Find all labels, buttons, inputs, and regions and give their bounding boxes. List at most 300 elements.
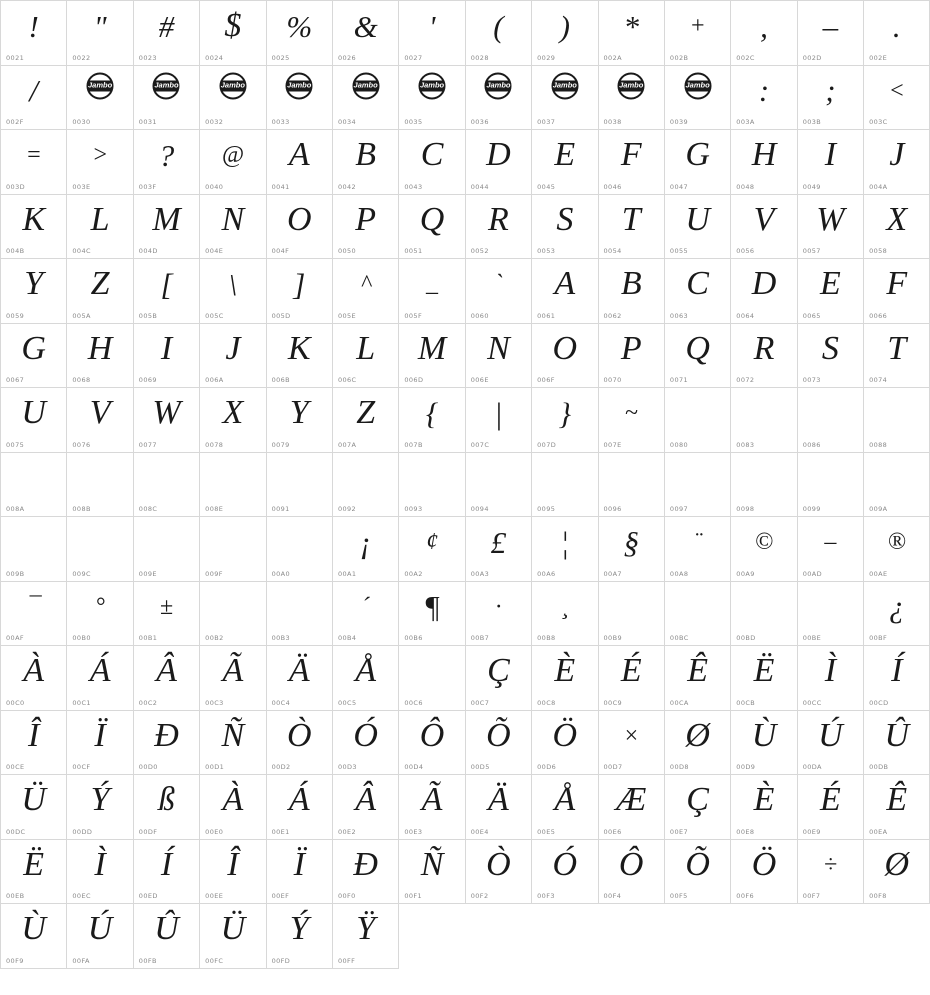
glyph-cell[interactable] bbox=[599, 388, 665, 453]
glyph-cell[interactable] bbox=[466, 259, 532, 324]
glyph-character: $ bbox=[224, 7, 242, 44]
glyph-codepoint: 0034 bbox=[337, 118, 357, 126]
glyph-cell[interactable] bbox=[864, 775, 930, 840]
glyph-character: C bbox=[420, 136, 444, 173]
glyph-cell[interactable] bbox=[731, 130, 797, 195]
glyph-cell[interactable] bbox=[200, 711, 266, 776]
glyph-character: Ã bbox=[222, 652, 244, 689]
glyph-cell[interactable] bbox=[399, 388, 465, 453]
glyph-cell[interactable] bbox=[200, 388, 266, 453]
glyph-cell[interactable] bbox=[1, 259, 67, 324]
glyph-cell[interactable] bbox=[1, 775, 67, 840]
glyph-cell[interactable] bbox=[466, 195, 532, 260]
glyph-character: I bbox=[160, 329, 173, 367]
glyph-codepoint: 0076 bbox=[72, 440, 91, 449]
glyph-cell[interactable] bbox=[665, 775, 731, 840]
glyph-codepoint: 003C bbox=[869, 118, 888, 126]
glyph-cell[interactable] bbox=[731, 1, 797, 66]
glyph-cell[interactable] bbox=[599, 324, 665, 389]
glyph-cell[interactable] bbox=[333, 324, 399, 389]
glyph-cell[interactable] bbox=[399, 453, 465, 518]
glyph-cell[interactable] bbox=[267, 646, 333, 711]
glyph-character: A bbox=[554, 265, 576, 302]
glyph-cell[interactable] bbox=[67, 453, 133, 518]
glyph-cell[interactable] bbox=[67, 840, 133, 905]
glyph-character: Û bbox=[884, 716, 910, 754]
glyph-character: + bbox=[689, 13, 706, 39]
glyph-cell[interactable] bbox=[200, 195, 266, 260]
jambo-logo-label: Jambo bbox=[220, 80, 245, 90]
glyph-codepoint: 00D5 bbox=[470, 763, 490, 771]
glyph-cell[interactable] bbox=[532, 388, 598, 453]
glyph-cell[interactable] bbox=[1, 324, 67, 389]
glyph-cell[interactable] bbox=[267, 517, 333, 582]
glyph-character: ¨ bbox=[693, 529, 702, 555]
glyph-cell[interactable] bbox=[267, 195, 333, 260]
glyph-cell[interactable] bbox=[532, 517, 598, 582]
glyph-cell[interactable] bbox=[67, 646, 133, 711]
glyph-cell[interactable] bbox=[134, 130, 200, 195]
glyph-cell[interactable] bbox=[532, 195, 598, 260]
glyph-character: Y bbox=[24, 265, 44, 302]
jambo-logo-plate bbox=[155, 80, 178, 91]
glyph-codepoint: 00C4 bbox=[271, 698, 291, 707]
glyph-cell[interactable] bbox=[665, 130, 731, 195]
glyph-cell[interactable] bbox=[532, 1, 598, 66]
glyph-cell[interactable] bbox=[134, 646, 200, 711]
glyph-codepoint: 00E0 bbox=[205, 827, 224, 836]
glyph-cell[interactable] bbox=[200, 259, 266, 324]
glyph-codepoint: 0092 bbox=[337, 505, 357, 513]
glyph-cell[interactable] bbox=[665, 66, 731, 131]
glyph-cell[interactable] bbox=[864, 388, 930, 453]
glyph-cell[interactable] bbox=[333, 582, 399, 647]
glyph-cell[interactable] bbox=[599, 453, 665, 518]
glyph-cell[interactable] bbox=[665, 388, 731, 453]
glyph-cell[interactable] bbox=[864, 324, 930, 389]
glyph-cell[interactable] bbox=[1, 904, 67, 969]
glyph-codepoint: 00FB bbox=[138, 956, 157, 965]
glyph-codepoint: 0031 bbox=[138, 118, 157, 126]
glyph-cell[interactable] bbox=[665, 259, 731, 324]
glyph-cell[interactable] bbox=[731, 195, 797, 260]
glyph-cell[interactable] bbox=[399, 582, 465, 647]
glyph-cell[interactable] bbox=[200, 1, 266, 66]
glyph-character: . bbox=[892, 8, 901, 44]
glyph-cell[interactable] bbox=[532, 711, 598, 776]
glyph-cell[interactable] bbox=[532, 646, 598, 711]
glyph-cell[interactable] bbox=[267, 388, 333, 453]
glyph-cell[interactable] bbox=[1, 646, 67, 711]
glyph-character: ® bbox=[887, 529, 906, 555]
glyph-character: Ç bbox=[487, 652, 510, 689]
glyph-cell[interactable] bbox=[798, 453, 864, 518]
glyph-cell[interactable] bbox=[134, 388, 200, 453]
glyph-codepoint: 003A bbox=[736, 118, 755, 126]
glyph-cell[interactable] bbox=[134, 582, 200, 647]
glyph-cell[interactable] bbox=[200, 904, 266, 969]
glyph-cell[interactable] bbox=[267, 904, 333, 969]
jambo-logo-label: Jambo bbox=[486, 80, 511, 90]
glyph-codepoint: 00A2 bbox=[404, 569, 423, 578]
glyph-codepoint: 0040 bbox=[205, 182, 224, 191]
glyph-cell[interactable] bbox=[798, 130, 864, 195]
glyph-codepoint: 0058 bbox=[869, 247, 888, 255]
glyph-cell[interactable] bbox=[731, 775, 797, 840]
glyph-codepoint: 002A bbox=[603, 53, 622, 62]
glyph-cell[interactable] bbox=[267, 324, 333, 389]
glyph-character: , bbox=[760, 8, 768, 44]
glyph-cell[interactable] bbox=[798, 1, 864, 66]
glyph-character: ] bbox=[293, 266, 306, 302]
glyph-cell[interactable] bbox=[532, 130, 598, 195]
glyph-cell[interactable] bbox=[333, 453, 399, 518]
glyph-cell[interactable] bbox=[532, 66, 598, 131]
glyph-character: A bbox=[288, 136, 310, 173]
glyph-cell[interactable] bbox=[267, 775, 333, 840]
glyph-character: Ð bbox=[353, 845, 378, 883]
glyph-cell[interactable] bbox=[665, 195, 731, 260]
glyph-cell[interactable] bbox=[864, 646, 930, 711]
glyph-cell[interactable] bbox=[333, 388, 399, 453]
glyph-cell[interactable] bbox=[200, 646, 266, 711]
glyph-cell[interactable] bbox=[864, 517, 930, 582]
glyph-cell[interactable] bbox=[798, 195, 864, 260]
glyph-cell[interactable] bbox=[267, 259, 333, 324]
glyph-character: | bbox=[494, 395, 503, 431]
glyph-cell[interactable] bbox=[200, 324, 266, 389]
glyph-cell[interactable] bbox=[134, 324, 200, 389]
glyph-cell[interactable] bbox=[665, 517, 731, 582]
glyph-cell[interactable] bbox=[731, 259, 797, 324]
glyph-cell[interactable] bbox=[67, 324, 133, 389]
glyph-cell[interactable] bbox=[599, 1, 665, 66]
glyph-cell[interactable] bbox=[665, 453, 731, 518]
glyph-cell[interactable] bbox=[134, 840, 200, 905]
glyph-cell[interactable] bbox=[798, 517, 864, 582]
glyph-cell[interactable] bbox=[333, 840, 399, 905]
glyph-character: M bbox=[152, 200, 181, 238]
glyph-cell[interactable] bbox=[67, 775, 133, 840]
glyph-cell[interactable] bbox=[267, 1, 333, 66]
glyph-cell[interactable] bbox=[731, 646, 797, 711]
glyph-cell[interactable] bbox=[466, 453, 532, 518]
glyph-codepoint: 003F bbox=[138, 182, 157, 191]
glyph-cell[interactable] bbox=[67, 904, 133, 969]
glyph-codepoint: 00CE bbox=[6, 763, 25, 771]
glyph-codepoint: 0067 bbox=[6, 376, 25, 384]
glyph-cell[interactable] bbox=[67, 582, 133, 647]
glyph-cell[interactable] bbox=[200, 66, 266, 131]
glyph-cell[interactable] bbox=[333, 775, 399, 840]
glyph-cell[interactable] bbox=[864, 840, 930, 905]
glyph-character: ' bbox=[428, 8, 436, 44]
glyph-cell[interactable] bbox=[532, 259, 598, 324]
glyph-codepoint: 0073 bbox=[802, 376, 821, 384]
glyph-cell[interactable] bbox=[67, 1, 133, 66]
glyph-cell[interactable] bbox=[599, 646, 665, 711]
glyph-codepoint: 00F2 bbox=[470, 892, 489, 900]
glyph-cell[interactable] bbox=[798, 66, 864, 131]
glyph-cell[interactable] bbox=[798, 646, 864, 711]
glyph-cell[interactable] bbox=[67, 130, 133, 195]
glyph-codepoint: 0098 bbox=[736, 505, 755, 513]
glyph-cell[interactable] bbox=[333, 904, 399, 969]
glyph-cell[interactable] bbox=[399, 1, 465, 66]
glyph-cell[interactable] bbox=[267, 453, 333, 518]
glyph-cell[interactable] bbox=[333, 646, 399, 711]
glyph-cell[interactable] bbox=[399, 775, 465, 840]
glyph-cell[interactable] bbox=[399, 711, 465, 776]
glyph-cell[interactable] bbox=[399, 259, 465, 324]
jambo-logo-icon bbox=[684, 72, 711, 99]
glyph-cell[interactable] bbox=[864, 66, 930, 131]
glyph-character: Ô bbox=[618, 845, 644, 883]
glyph-cell[interactable] bbox=[864, 259, 930, 324]
glyph-cell[interactable] bbox=[134, 259, 200, 324]
glyph-cell[interactable] bbox=[134, 711, 200, 776]
glyph-codepoint: 00CD bbox=[869, 698, 889, 707]
glyph-cell[interactable] bbox=[665, 1, 731, 66]
glyph-cell[interactable] bbox=[665, 582, 731, 647]
glyph-cell[interactable] bbox=[599, 517, 665, 582]
glyph-cell[interactable] bbox=[134, 1, 200, 66]
glyph-character: – bbox=[824, 529, 837, 555]
glyph-character: Ñ bbox=[420, 845, 444, 883]
glyph-cell[interactable] bbox=[731, 711, 797, 776]
glyph-cell[interactable] bbox=[200, 453, 266, 518]
glyph-codepoint: 00CA bbox=[669, 698, 689, 707]
glyph-codepoint: 006B bbox=[271, 376, 291, 384]
glyph-character: ¦ bbox=[560, 524, 570, 560]
glyph-cell[interactable] bbox=[333, 1, 399, 66]
glyph-codepoint: 00A6 bbox=[537, 569, 556, 578]
glyph-codepoint: 0099 bbox=[802, 505, 821, 513]
glyph-cell[interactable] bbox=[731, 582, 797, 647]
glyph-cell[interactable] bbox=[67, 259, 133, 324]
glyph-cell[interactable] bbox=[399, 840, 465, 905]
glyph-cell[interactable] bbox=[798, 324, 864, 389]
jambo-logo-plate bbox=[553, 80, 576, 91]
glyph-cell[interactable] bbox=[798, 711, 864, 776]
glyph-cell[interactable] bbox=[67, 195, 133, 260]
glyph-cell[interactable] bbox=[798, 775, 864, 840]
glyph-character: M bbox=[417, 329, 447, 367]
glyph-codepoint: 0038 bbox=[603, 118, 622, 126]
glyph-cell[interactable] bbox=[466, 775, 532, 840]
glyph-character: U bbox=[685, 200, 710, 238]
glyph-codepoint: 007E bbox=[603, 440, 622, 449]
glyph-cell[interactable] bbox=[466, 66, 532, 131]
glyph-cell[interactable] bbox=[466, 711, 532, 776]
glyph-cell[interactable] bbox=[134, 904, 200, 969]
glyph-codepoint: 0080 bbox=[669, 440, 689, 449]
glyph-character: & bbox=[353, 8, 378, 44]
glyph-cell[interactable] bbox=[134, 66, 200, 131]
glyph-character: W bbox=[152, 394, 181, 431]
glyph-codepoint: 00B8 bbox=[537, 634, 556, 642]
glyph-cell[interactable] bbox=[731, 388, 797, 453]
glyph-codepoint: 0045 bbox=[537, 182, 556, 191]
glyph-cell[interactable] bbox=[134, 775, 200, 840]
jambo-logo-icon bbox=[419, 72, 446, 99]
jambo-logo-label: Jambo bbox=[619, 80, 644, 90]
glyph-cell[interactable] bbox=[333, 66, 399, 131]
glyph-character: N bbox=[221, 200, 245, 238]
glyph-character: ± bbox=[159, 593, 174, 620]
glyph-cell[interactable] bbox=[333, 130, 399, 195]
glyph-cell[interactable] bbox=[599, 66, 665, 131]
glyph-codepoint: 00D2 bbox=[271, 763, 291, 771]
glyph-cell[interactable] bbox=[333, 711, 399, 776]
glyph-character: É bbox=[620, 652, 642, 689]
glyph-cell[interactable] bbox=[532, 775, 598, 840]
glyph-codepoint: 0096 bbox=[603, 505, 622, 513]
glyph-character: Á bbox=[288, 781, 310, 818]
glyph-cell[interactable] bbox=[466, 646, 532, 711]
glyph-cell[interactable] bbox=[599, 195, 665, 260]
glyph-cell[interactable] bbox=[466, 582, 532, 647]
glyph-codepoint: 00F9 bbox=[6, 956, 24, 965]
glyph-cell[interactable] bbox=[599, 130, 665, 195]
glyph-cell[interactable] bbox=[399, 324, 465, 389]
glyph-cell[interactable] bbox=[333, 517, 399, 582]
glyph-cell[interactable] bbox=[665, 646, 731, 711]
glyph-character: Ì bbox=[824, 652, 837, 689]
glyph-cell[interactable] bbox=[731, 840, 797, 905]
glyph-codepoint: 0032 bbox=[205, 118, 224, 126]
glyph-cell[interactable] bbox=[267, 66, 333, 131]
glyph-character: F bbox=[620, 136, 642, 173]
glyph-cell[interactable] bbox=[134, 453, 200, 518]
glyph-cell[interactable] bbox=[798, 582, 864, 647]
glyph-cell[interactable] bbox=[399, 517, 465, 582]
glyph-cell[interactable] bbox=[67, 388, 133, 453]
glyph-cell[interactable] bbox=[134, 195, 200, 260]
glyph-cell[interactable] bbox=[599, 840, 665, 905]
glyph-codepoint: 00A1 bbox=[337, 569, 357, 578]
glyph-character: ¸ bbox=[560, 593, 569, 620]
glyph-codepoint: 00FF bbox=[337, 956, 356, 965]
glyph-cell[interactable] bbox=[798, 259, 864, 324]
glyph-character: * bbox=[623, 8, 639, 44]
glyph-cell[interactable] bbox=[731, 517, 797, 582]
glyph-codepoint: 0062 bbox=[603, 311, 622, 320]
glyph-cell[interactable] bbox=[466, 840, 532, 905]
glyph-cell[interactable] bbox=[267, 582, 333, 647]
glyph-cell[interactable] bbox=[1, 130, 67, 195]
glyph-codepoint: 004C bbox=[72, 247, 91, 255]
glyph-cell[interactable] bbox=[200, 582, 266, 647]
glyph-cell[interactable] bbox=[532, 840, 598, 905]
glyph-cell[interactable] bbox=[532, 582, 598, 647]
glyph-cell[interactable] bbox=[466, 1, 532, 66]
glyph-cell[interactable] bbox=[599, 259, 665, 324]
glyph-cell[interactable] bbox=[67, 66, 133, 131]
glyph-cell[interactable] bbox=[333, 259, 399, 324]
glyph-cell[interactable] bbox=[532, 453, 598, 518]
glyph-cell[interactable] bbox=[267, 711, 333, 776]
glyph-codepoint: 0044 bbox=[470, 182, 489, 191]
glyph-cell[interactable] bbox=[1, 66, 67, 131]
glyph-cell[interactable] bbox=[864, 1, 930, 66]
glyph-cell[interactable] bbox=[399, 195, 465, 260]
glyph-cell[interactable] bbox=[798, 388, 864, 453]
glyph-cell[interactable] bbox=[731, 66, 797, 131]
glyph-cell[interactable] bbox=[665, 324, 731, 389]
glyph-codepoint: 0054 bbox=[603, 247, 622, 255]
glyph-cell[interactable] bbox=[532, 324, 598, 389]
glyph-cell[interactable] bbox=[466, 388, 532, 453]
glyph-character: T bbox=[887, 329, 907, 367]
glyph-cell[interactable] bbox=[864, 195, 930, 260]
glyph-cell[interactable] bbox=[731, 324, 797, 389]
glyph-cell[interactable] bbox=[665, 711, 731, 776]
glyph-cell[interactable] bbox=[67, 517, 133, 582]
glyph-cell[interactable] bbox=[864, 130, 930, 195]
glyph-cell[interactable] bbox=[731, 453, 797, 518]
glyph-cell[interactable] bbox=[200, 840, 266, 905]
glyph-codepoint: 0057 bbox=[802, 247, 821, 255]
glyph-cell[interactable] bbox=[200, 775, 266, 840]
glyph-cell[interactable] bbox=[1, 453, 67, 518]
glyph-codepoint: 00B6 bbox=[404, 634, 423, 642]
glyph-cell[interactable] bbox=[67, 711, 133, 776]
glyph-codepoint: 00F7 bbox=[802, 892, 821, 900]
jambo-logo-plate bbox=[221, 80, 244, 91]
glyph-cell[interactable] bbox=[599, 775, 665, 840]
glyph-character: _ bbox=[426, 271, 439, 297]
glyph-cell[interactable] bbox=[267, 840, 333, 905]
glyph-cell[interactable] bbox=[1, 195, 67, 260]
glyph-codepoint: 00C2 bbox=[138, 698, 158, 707]
glyph-cell[interactable] bbox=[134, 517, 200, 582]
glyph-cell[interactable] bbox=[333, 195, 399, 260]
glyph-cell[interactable] bbox=[864, 711, 930, 776]
glyph-codepoint: 0066 bbox=[869, 311, 888, 320]
glyph-cell[interactable] bbox=[1, 1, 67, 66]
glyph-cell[interactable] bbox=[864, 582, 930, 647]
glyph-character: J bbox=[889, 136, 905, 173]
glyph-codepoint: 00A8 bbox=[669, 569, 689, 578]
glyph-cell[interactable] bbox=[599, 582, 665, 647]
glyph-cell[interactable] bbox=[1, 711, 67, 776]
jambo-logo-plate bbox=[354, 80, 377, 91]
glyph-cell[interactable] bbox=[399, 130, 465, 195]
glyph-character: E bbox=[554, 136, 576, 173]
glyph-codepoint: 00F4 bbox=[603, 892, 622, 900]
glyph-cell[interactable] bbox=[200, 517, 266, 582]
glyph-cell[interactable] bbox=[665, 840, 731, 905]
glyph-cell[interactable] bbox=[798, 840, 864, 905]
glyph-cell[interactable] bbox=[864, 453, 930, 518]
glyph-codepoint: 0048 bbox=[736, 182, 755, 191]
glyph-cell[interactable] bbox=[466, 324, 532, 389]
glyph-cell[interactable] bbox=[200, 130, 266, 195]
glyph-cell[interactable] bbox=[599, 711, 665, 776]
glyph-codepoint: 006E bbox=[470, 376, 489, 384]
glyph-cell[interactable] bbox=[1, 388, 67, 453]
glyph-cell[interactable] bbox=[1, 517, 67, 582]
glyph-codepoint: 00B9 bbox=[603, 634, 622, 642]
glyph-cell[interactable] bbox=[267, 130, 333, 195]
glyph-cell[interactable] bbox=[1, 582, 67, 647]
glyph-cell[interactable] bbox=[466, 517, 532, 582]
glyph-cell[interactable] bbox=[466, 130, 532, 195]
glyph-cell[interactable] bbox=[1, 840, 67, 905]
glyph-cell[interactable] bbox=[399, 646, 465, 711]
glyph-cell[interactable] bbox=[399, 66, 465, 131]
